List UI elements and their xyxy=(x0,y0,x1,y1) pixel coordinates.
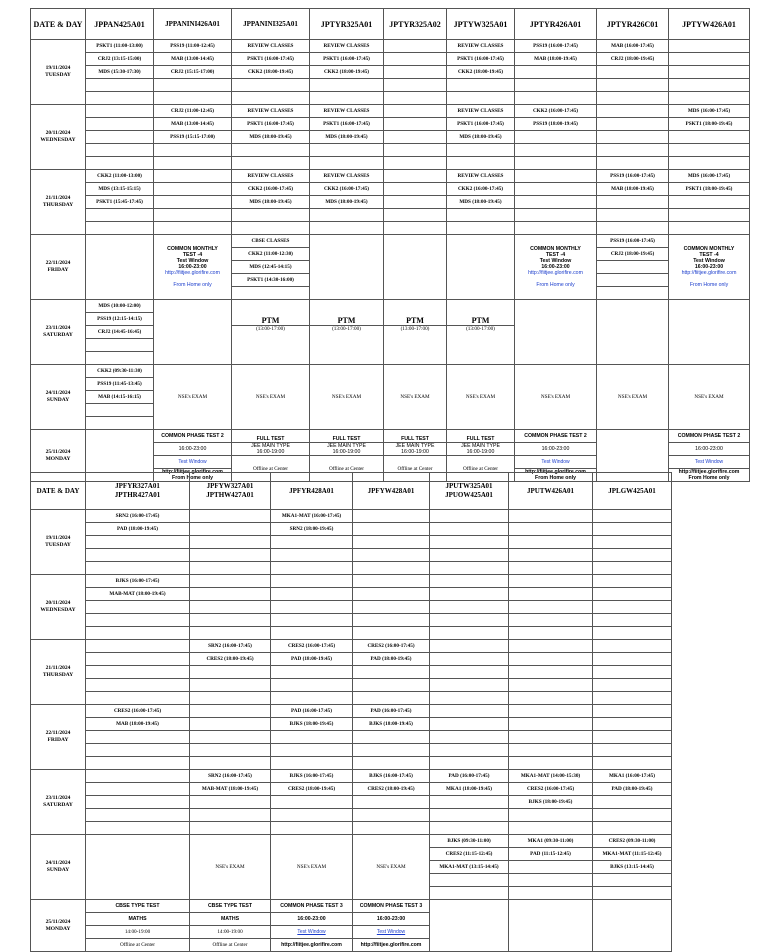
cell: CRJ2 (18:00-19:45) xyxy=(597,248,669,261)
cell: REVIEW CLASSES xyxy=(310,40,384,53)
table-row: PAD (18:00-19:45) SRN2 (18:00-19:45) xyxy=(31,523,672,536)
cell: PSKT1 (18:00-19:45) xyxy=(669,183,750,196)
col-header: JPTYW325A01 xyxy=(447,9,515,40)
cell xyxy=(86,131,154,144)
table-row xyxy=(31,822,672,835)
test-window-link[interactable]: Test Window xyxy=(271,926,353,939)
col-header: JPFYR327A01 JPTHR427A01 xyxy=(86,473,190,510)
cell xyxy=(384,53,447,66)
nse-cell: NSE's EXAM xyxy=(271,835,353,900)
col-header: JPTYR426C01 xyxy=(597,9,669,40)
cell: MAB (16:00-17:45) xyxy=(597,40,669,53)
table-row: 19/11/2024 TUESDAY SRN2 (16:00-17:45) MKA1-MAT (16:00-17:45) xyxy=(31,510,672,523)
test-window-link[interactable]: Test Window xyxy=(154,456,232,469)
cpt-title: COMMON PHASE TEST 2 xyxy=(154,430,232,443)
cell: MDS (18:00-19:45) xyxy=(310,131,384,144)
cell: PSKT1 (14:30-16:00) xyxy=(232,274,310,287)
cell: REVIEW CLASSES xyxy=(232,105,310,118)
cell xyxy=(384,105,447,118)
cell: MDS (18:00-19:45) xyxy=(310,196,384,209)
ptm-time: (13:00-17:00) xyxy=(384,326,447,365)
nse-cell: NSE's EXAM xyxy=(515,365,597,430)
cell: CKK2 (16:00-17:45) xyxy=(232,183,310,196)
cell: CRJ2 (14:45-16:45) xyxy=(86,326,154,339)
cell xyxy=(384,183,447,196)
cell: REVIEW CLASSES xyxy=(232,40,310,53)
date-cell: 25/11/2024 MONDAY xyxy=(31,430,86,482)
col-header: JPFYW327A01 JPTHW427A01 xyxy=(190,473,271,510)
cmt-cell: COMMON MONTHLY TEST -4 Test Window 16:00-23:00 http://fiitjee.glorifire.com From Home only xyxy=(154,235,232,300)
date-cell: 20/11/2024 WEDNESDAY xyxy=(31,105,86,170)
col-header-date: DATE & DAY xyxy=(31,9,86,40)
cmt-cell: COMMON MONTHLY TEST -4 Test Window 16:00-23:00 http://fiitjee.glorifire.com From Home only xyxy=(669,235,750,300)
cell xyxy=(669,53,750,66)
date-cell: 23/11/2024 SATURDAY xyxy=(31,770,86,835)
full-test: FULL TEST xyxy=(310,430,384,443)
cell xyxy=(384,40,447,53)
cell: REVIEW CLASSES xyxy=(232,170,310,183)
test-link[interactable]: http://fiitjee.glorifire.com xyxy=(353,939,430,952)
cell: MDS (13:15-15:15) xyxy=(86,183,154,196)
date-cell: 22/11/2024 FRIDAY xyxy=(31,235,86,300)
cpt-title: COMMON PHASE TEST 2 xyxy=(669,430,750,443)
cell: CKK2 (18:00-19:45) xyxy=(310,66,384,79)
table-row xyxy=(31,105,750,118)
table-row: http://fiitjee.glorifire.com From Home only http://fiitjee.glorifire.com From Home only http://fiitjee.glorifire.com From Home only xyxy=(31,469,750,482)
date-cell: 20/11/2024 WEDNESDAY xyxy=(31,575,86,640)
cell: CKK2 (11:00-12:30) xyxy=(232,248,310,261)
cell xyxy=(154,196,232,209)
cell xyxy=(515,170,597,183)
table-row: MAB-MAT (18:00-19:45) xyxy=(31,588,672,601)
nse-cell: NSE's EXAM xyxy=(669,365,750,430)
full-test: FULL TEST xyxy=(447,430,515,443)
full-test: FULL TEST xyxy=(232,430,310,443)
table-row xyxy=(31,627,672,640)
nse-cell: NSE's EXAM xyxy=(232,365,310,430)
test-link[interactable]: http://fiitjee.glorifire.com xyxy=(681,270,737,276)
test-link[interactable]: http://fiitjee.glorifire.com xyxy=(271,939,353,952)
cell xyxy=(384,196,447,209)
ptm-time: (13:00-17:00) xyxy=(310,326,384,365)
table-row: 24/11/2024 SUNDAY NSE's EXAM NSE's EXAM NSE's EXAM BJKS (09:30-11:00) MKA1 (09:30-11:00) CRES2 (09:30-11:00) xyxy=(31,835,672,848)
date-cell: 24/11/2024 SUNDAY xyxy=(31,365,86,430)
cell: CRJ2 (13:15-15:00) xyxy=(86,53,154,66)
table-row xyxy=(31,235,750,248)
table-row xyxy=(31,562,672,575)
cell: CKK2 (16:00-17:45) xyxy=(310,183,384,196)
cell: PSS19 (15:15-17:00) xyxy=(154,131,232,144)
table-row xyxy=(31,53,750,66)
col-header: JPPAN425A01 xyxy=(86,9,154,40)
cell: CKK2 (18:00-19:45) xyxy=(232,66,310,79)
table-row xyxy=(31,183,750,196)
cell: MAB (14:15-16:15) xyxy=(86,391,154,404)
nse-cell: NSE's EXAM xyxy=(447,365,515,430)
table-row: Test Window Offline at Center Offline at Center Offline at Center Offline at Center Test Window Test Window xyxy=(31,456,750,469)
test-window-link[interactable]: Test Window xyxy=(669,456,750,469)
cell xyxy=(154,170,232,183)
cell xyxy=(86,118,154,131)
cell: MAB (13:00-14:45) xyxy=(154,118,232,131)
col-header: JPPANINI325A01 xyxy=(232,9,310,40)
cell: MDS (10:00-12:00) xyxy=(86,300,154,313)
cell xyxy=(154,183,232,196)
cell: PSKT1 (16:00-17:45) xyxy=(232,118,310,131)
cell: MDS (18:00-19:45) xyxy=(447,196,515,209)
cell xyxy=(597,105,669,118)
cell: PSS19 (11:00-12:45) xyxy=(154,40,232,53)
ptm-cell: PTM xyxy=(310,300,384,326)
table-row xyxy=(31,170,750,183)
col-header: JPTYW426A01 xyxy=(669,9,750,40)
cell: REVIEW CLASSES xyxy=(310,105,384,118)
cell: PSKT1 (16:00-17:45) xyxy=(310,53,384,66)
cell: PSKT1 (18:00-19:45) xyxy=(669,118,750,131)
table-row xyxy=(31,601,672,614)
table-row xyxy=(31,744,672,757)
table-row xyxy=(31,692,672,705)
table-row xyxy=(31,809,672,822)
cell: PSS19 (16:00-17:45) xyxy=(597,235,669,248)
table-row xyxy=(31,536,672,549)
cell: CKK2 (11:00-13:00) xyxy=(86,170,154,183)
ptm-cell: PTM xyxy=(384,300,447,326)
table-row xyxy=(31,66,750,79)
cell xyxy=(384,170,447,183)
ptm-time: (13:00-17:00) xyxy=(232,326,310,365)
table-row: 22/11/2024 FRIDAY CRES2 (16:00-17:45) PAD (16:00-17:45) PAD (16:00-17:45) xyxy=(31,705,672,718)
cell xyxy=(669,40,750,53)
date-cell: 19/11/2024 TUESDAY xyxy=(31,510,86,575)
table-row xyxy=(31,757,672,770)
col-header: JPTYR325A01 xyxy=(310,9,384,40)
cell xyxy=(515,131,597,144)
header-row xyxy=(31,9,750,40)
cell: MDS (12:45-14:15) xyxy=(232,261,310,274)
cell: CKK2 (18:00-19:45) xyxy=(447,66,515,79)
cell xyxy=(669,66,750,79)
table-row xyxy=(31,731,672,744)
table-row xyxy=(31,300,750,313)
cell: REVIEW CLASSES xyxy=(447,40,515,53)
table-row xyxy=(31,118,750,131)
cell: MDS (15:30-17:30) xyxy=(86,66,154,79)
table-row: 21/11/2024 THURSDAY SRN2 (16:00-17:45) CRES2 (16:00-17:45) CRES2 (16:00-17:45) xyxy=(31,640,672,653)
cell: CRJ2 (11:00-12:45) xyxy=(154,105,232,118)
table-row: MAB-MAT (18:00-19:45) CRES2 (18:00-19:45) CRES2 (18:00-19:45) MKA1 (18:00-19:45) CRES2 (16:00-17:45) PAD (18:00-19:45) xyxy=(31,783,672,796)
table-row xyxy=(31,131,750,144)
date-cell: 19/11/2024 TUESDAY xyxy=(31,40,86,105)
ptm-time: (13:00-17:00) xyxy=(447,326,515,365)
table-row xyxy=(31,614,672,627)
cell xyxy=(384,66,447,79)
table-row xyxy=(31,196,750,209)
nse-cell: NSE's EXAM xyxy=(597,365,669,430)
nse-cell: NSE's EXAM xyxy=(310,365,384,430)
date-cell: 21/11/2024 THURSDAY xyxy=(31,170,86,235)
ptm-cell: PTM xyxy=(447,300,515,326)
cell: PSS19 (11:45-13:45) xyxy=(86,378,154,391)
cell: PSS19 (16:00-17:45) xyxy=(515,40,597,53)
date-cell: 21/11/2024 THURSDAY xyxy=(31,640,86,705)
cpt-title: COMMON PHASE TEST 2 xyxy=(515,430,597,443)
cell xyxy=(669,131,750,144)
table-row xyxy=(31,679,672,692)
cell: PSKT1 (16:00-17:45) xyxy=(232,53,310,66)
cell xyxy=(86,105,154,118)
table-row xyxy=(31,549,672,562)
cell: CKK2 (16:00-17:45) xyxy=(515,105,597,118)
table-row: Offline at Center Offline at Center http://fiitjee.glorifire.com http://fiitjee.glorifire.com xyxy=(31,939,672,952)
cell: MDS (16:00-17:45) xyxy=(669,105,750,118)
ptm-cell: PTM xyxy=(232,300,310,326)
date-cell: 22/11/2024 FRIDAY xyxy=(31,705,86,770)
date-cell: 24/11/2024 SUNDAY xyxy=(31,835,86,900)
cell: REVIEW CLASSES xyxy=(447,170,515,183)
table-row: CRES2 (18:00-19:45) PAD (18:00-19:45) PAD (18:00-19:45) xyxy=(31,653,672,666)
cell: PSKT1 (15:45-17:45) xyxy=(86,196,154,209)
schedule-table-2 xyxy=(30,472,672,952)
cmt-cell: COMMON MONTHLY TEST -4 Test Window 16:00-23:00 http://fiitjee.glorifire.com From Home only xyxy=(515,235,597,300)
col-header: JPTYR426A01 xyxy=(515,9,597,40)
cell: MDS (18:00-19:45) xyxy=(232,131,310,144)
cell: PSKT1 (16:00-17:45) xyxy=(447,53,515,66)
cell: MAB (13:00-14:45) xyxy=(154,53,232,66)
cell: PSKT1 (11:00-13:00) xyxy=(86,40,154,53)
cell xyxy=(515,66,597,79)
col-header: JPUTW325A01 JPUOW425A01 xyxy=(430,473,509,510)
table-row xyxy=(31,222,750,235)
cell xyxy=(597,131,669,144)
table-row xyxy=(31,430,750,443)
table-row xyxy=(31,40,750,53)
cell: PSS19 (12:15-14:15) xyxy=(86,313,154,326)
cell: PSS19 (18:00-19:45) xyxy=(515,118,597,131)
schedule-table-1 xyxy=(30,8,750,482)
table-row: MATHS MATHS 16:00-23:00 16:00-23:00 xyxy=(31,913,672,926)
cell xyxy=(597,196,669,209)
cell xyxy=(515,183,597,196)
table-row: BJKS (18:00-19:45) xyxy=(31,796,672,809)
cell xyxy=(384,131,447,144)
table-row xyxy=(31,144,750,157)
nse-cell: NSE's EXAM xyxy=(384,365,447,430)
nse-cell: NSE's EXAM xyxy=(190,835,271,900)
table-row xyxy=(31,79,750,92)
full-test: FULL TEST xyxy=(384,430,447,443)
table-row: MAB (18:00-19:45) BJKS (18:00-19:45) BJKS (18:00-19:45) xyxy=(31,718,672,731)
col-header: JPTYR325A02 xyxy=(384,9,447,40)
nse-cell: NSE's EXAM xyxy=(353,835,430,900)
table-row: 16:00-23:00 JEE MAIN TYPE 16:00-19:00 JEE MAIN TYPE 16:00-19:00 JEE MAIN TYPE 16:00-19:00 JEE MAIN TYPE 16:00-19:00 16:00-23:00 16:00-23:00 xyxy=(31,443,750,456)
table-row: 25/11/2024 MONDAY CBSE TYPE TEST CBSE TYPE TEST COMMON PHASE TEST 3 COMMON PHASE TEST 3 xyxy=(31,900,672,913)
cell: CKK2 (09:30-11:30) xyxy=(86,365,154,378)
cell: MDS (16:00-17:45) xyxy=(669,170,750,183)
table-row xyxy=(31,209,750,222)
cell: REVIEW CLASSES xyxy=(310,170,384,183)
table-row xyxy=(31,157,750,170)
table-row: 23/11/2024 SATURDAY SRN2 (16:00-17:45) BJKS (16:00-17:45) BJKS (16:00-17:45) PAD (16:00-17:45) MKA1-MAT (14:00-15:30) MKA1 (16:00-17:45) xyxy=(31,770,672,783)
test-window-link[interactable]: Test Window xyxy=(353,926,430,939)
cell: PSKT1 (16:00-17:45) xyxy=(447,118,515,131)
header-row xyxy=(31,473,672,510)
test-link[interactable]: http://fiitjee.glorifire.com xyxy=(165,270,220,276)
table-row xyxy=(31,666,672,679)
table-row: CRES2 (11:15-12:45) PAD (11:15-12:45) MKA1-MAT (11:15-12:45) xyxy=(31,848,672,861)
cell: MDS (18:00-19:45) xyxy=(447,131,515,144)
col-header: JPFYW428A01 xyxy=(353,473,430,510)
col-header: JPFYR428A01 xyxy=(271,473,353,510)
cell xyxy=(515,196,597,209)
cell xyxy=(597,66,669,79)
date-cell: 23/11/2024 SATURDAY xyxy=(31,300,86,365)
cell xyxy=(669,196,750,209)
date-cell: 25/11/2024 MONDAY xyxy=(31,900,86,952)
nse-cell: NSE's EXAM xyxy=(154,365,232,430)
cell: CKK2 (16:00-17:45) xyxy=(447,183,515,196)
table-row: MKA1-MAT (13:15-14:45) BJKS (13:15-14:45) xyxy=(31,861,672,874)
col-header-date: DATE & DAY xyxy=(31,473,86,510)
cell: PSKT1 (16:00-17:45) xyxy=(310,118,384,131)
col-header: JPPANINI426A01 xyxy=(154,9,232,40)
table-row: 20/11/2024 WEDNESDAY BJKS (16:00-17:45) xyxy=(31,575,672,588)
cell xyxy=(597,118,669,131)
table-row xyxy=(31,365,750,378)
cell: MDS (18:00-19:45) xyxy=(232,196,310,209)
cell: CRJ2 (18:00-19:45) xyxy=(597,53,669,66)
cell: MAB (18:00-19:45) xyxy=(515,53,597,66)
col-header: JPUTW426A01 xyxy=(509,473,593,510)
cell: CRJ2 (15:15-17:00) xyxy=(154,66,232,79)
test-window-link[interactable]: Test Window xyxy=(515,456,597,469)
table-row: 14:00-19:00 14:00-19:00 Test Window Test Window xyxy=(31,926,672,939)
col-header: JPLGW425A01 xyxy=(593,473,672,510)
test-link[interactable]: http://fiitjee.glorifire.com xyxy=(528,270,583,276)
cell xyxy=(384,118,447,131)
cell: PSS19 (16:00-17:45) xyxy=(597,170,669,183)
cell: CBSE CLASSES xyxy=(232,235,310,248)
table-row xyxy=(31,92,750,105)
cell: MAB (18:00-19:45) xyxy=(597,183,669,196)
cell: REVIEW CLASSES xyxy=(447,105,515,118)
